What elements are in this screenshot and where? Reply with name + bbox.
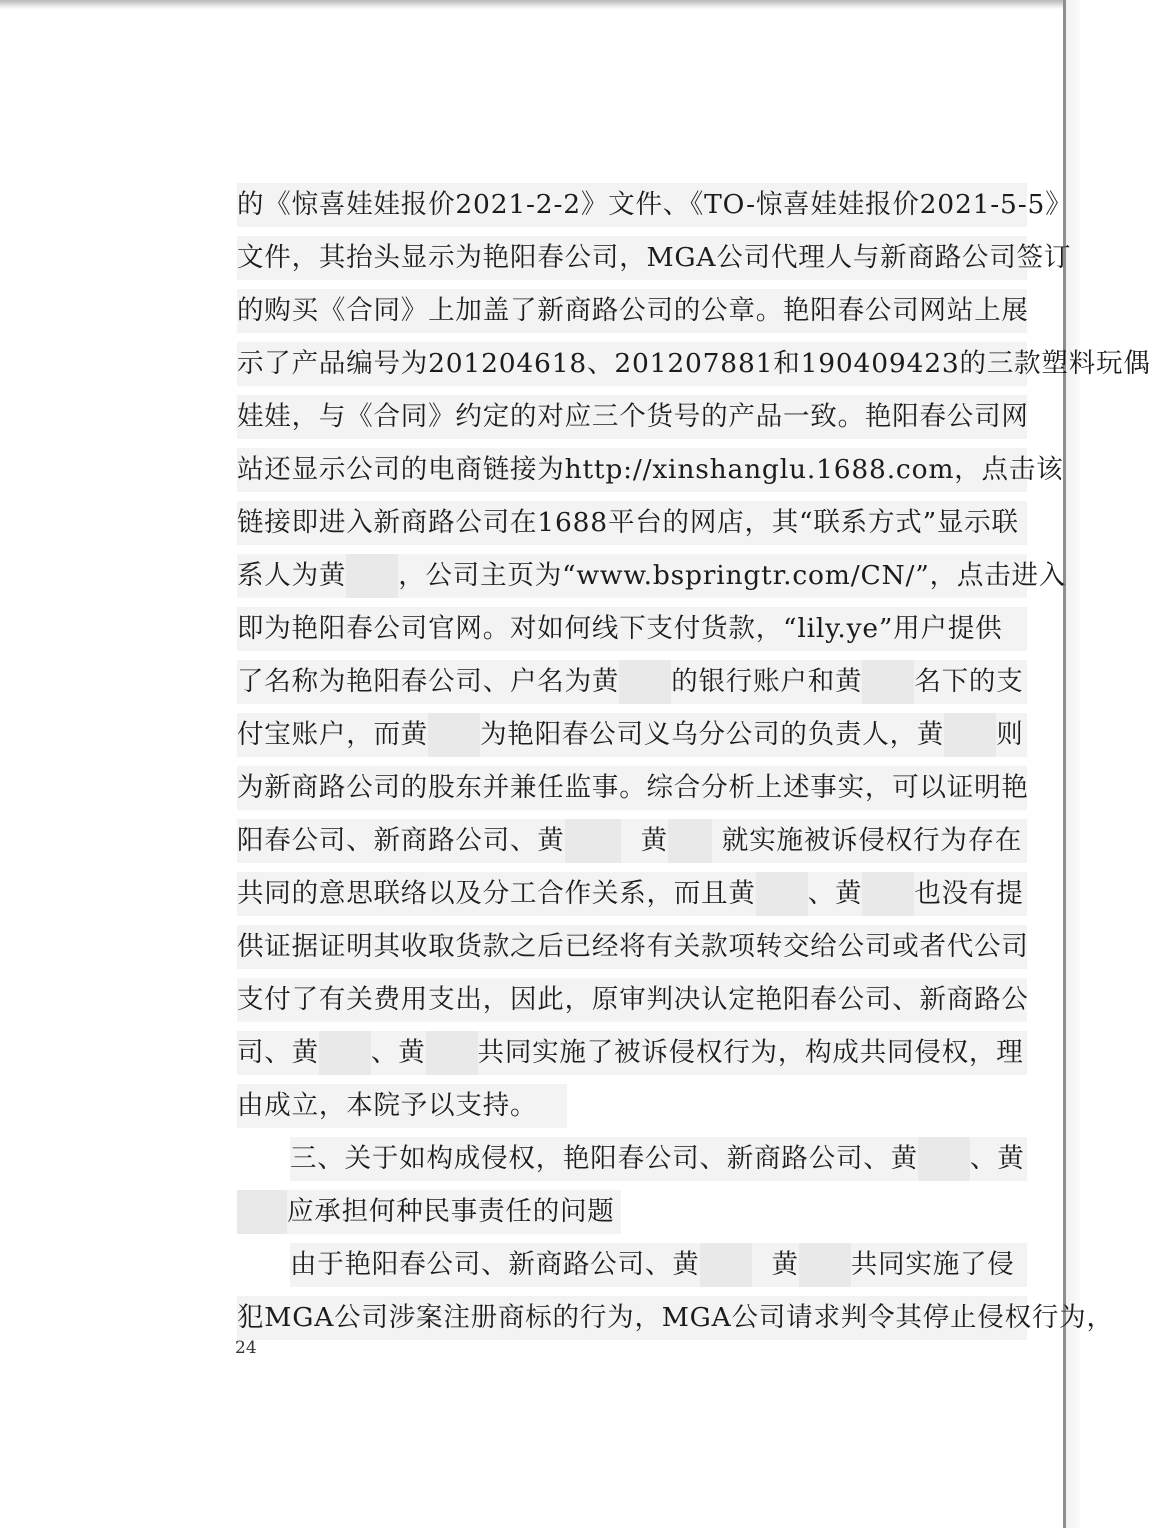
redacted-name: [319, 1031, 371, 1075]
text-line-19: 由于艳阳春公司、新商路公司、黄 黄 共同实施了侵: [290, 1243, 1027, 1287]
redacted-name: [428, 713, 480, 757]
text-line-12: 为新商路公司的股东并兼任监事。综合分析上述事实，可以证明艳: [237, 766, 1027, 810]
text-line-6: 站还显示公司的电商链接为http://xinshanglu.1688.com，点击该: [237, 448, 1027, 492]
text-line-3: 的购买《合同》上加盖了新商路公司的公章。艳阳春公司网站上展: [237, 289, 1027, 333]
text-line-11: 付宝账户，而黄 为艳阳春公司义乌分公司的负责人，黄 则: [237, 713, 1027, 757]
text-line-15: 供证据证明其收取货款之后已经将有关款项转交给公司或者代公司: [237, 925, 1027, 969]
text-line-7: 链接即进入新商路公司在1688平台的网店，其“联系方式”显示联: [237, 501, 1027, 545]
redacted-name: [346, 554, 398, 598]
text-line-20: 犯MGA公司涉案注册商标的行为，MGA公司请求判令其停止侵权行为，: [237, 1296, 1027, 1340]
redacted-name: [237, 1190, 287, 1234]
text-line-4: 示了产品编号为201204618、201207881和190409423的三款塑料玩偶: [237, 342, 1027, 386]
redacted-name: [944, 713, 996, 757]
redacted-name: [756, 872, 808, 916]
redacted-name: [565, 819, 621, 863]
text-line-8: 系人为黄 ，公司主页为“www.bspringtr.com/CN/”，点击进入: [237, 554, 1027, 598]
text-line-5: 娃娃，与《合同》约定的对应三个货号的产品一致。艳阳春公司网: [237, 395, 1027, 439]
redacted-name: [426, 1031, 478, 1075]
redacted-name: [862, 660, 914, 704]
redacted-name: [700, 1243, 752, 1287]
redacted-name: [799, 1243, 851, 1287]
page-number: 24: [235, 1338, 257, 1358]
text-line-2: 文件，其抬头显示为艳阳春公司，MGA公司代理人与新商路公司签订: [237, 236, 1027, 280]
redacted-name: [862, 872, 914, 916]
section-heading-3-cont: 应承担何种民事责任的问题: [237, 1190, 621, 1234]
text-line-13: 阳春公司、新商路公司、黄 黄 就实施被诉侵权行为存在: [237, 819, 1027, 863]
scan-top-edge: [0, 0, 1080, 9]
text-line-16: 支付了有关费用支出，因此，原审判决认定艳阳春公司、新商路公: [237, 978, 1027, 1022]
text-line-10: 了名称为艳阳春公司、户名为黄 的银行账户和黄 名下的支: [237, 660, 1027, 704]
redacted-name: [668, 819, 712, 863]
redacted-name: [918, 1137, 970, 1181]
text-line-9: 即为艳阳春公司官网。对如何线下支付货款，“lily.ye”用户提供: [237, 607, 1027, 651]
text-line-17: 司、黄 、黄 共同实施了被诉侵权行为，构成共同侵权，理: [237, 1031, 1027, 1075]
text-line-18: 由成立，本院予以支持。: [237, 1084, 567, 1128]
text-line-1: 的《惊喜娃娃报价2021-2-2》文件、《TO-惊喜娃娃报价2021-5-5》: [237, 183, 1027, 227]
section-heading-3: 三、关于如构成侵权，艳阳春公司、新商路公司、黄 、黄: [290, 1137, 1027, 1181]
scan-right-shade: [1066, 0, 1080, 1528]
scan-right-edge: [1063, 0, 1066, 1528]
redacted-name: [619, 660, 671, 704]
text-line-14: 共同的意思联络以及分工合作关系，而且黄 、黄 也没有提: [237, 872, 1027, 916]
